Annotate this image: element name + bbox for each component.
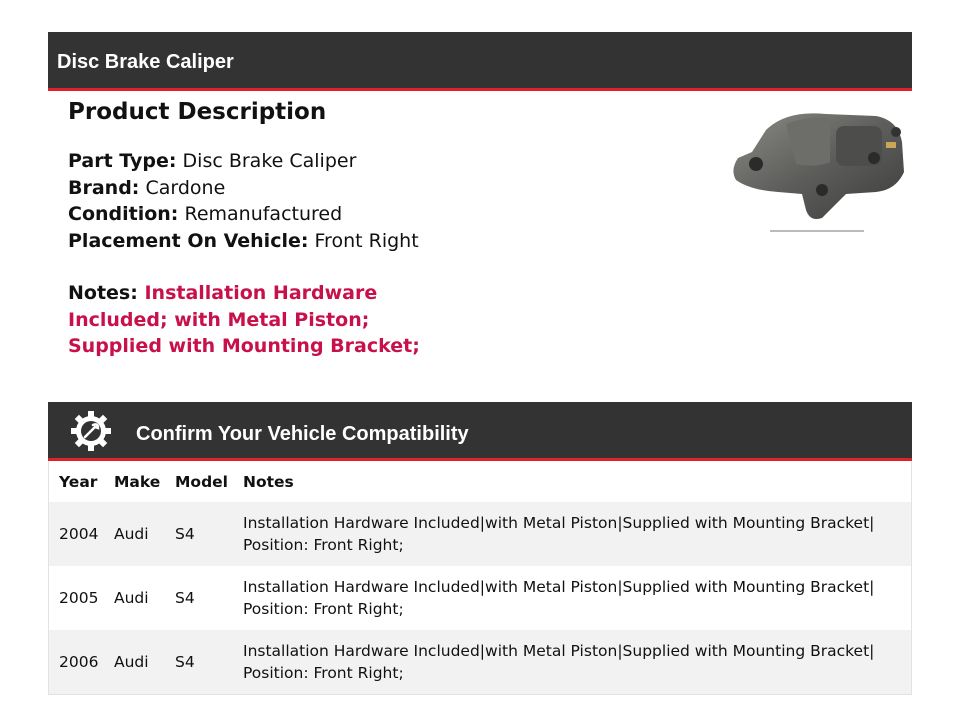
cell-make: Audi (104, 630, 165, 694)
spec-value: Front Right (314, 229, 419, 252)
cell-make: Audi (104, 502, 165, 566)
table-row (49, 566, 911, 630)
column-header-notes: Notes (243, 472, 294, 491)
cell-notes: Installation Hardware Included|with Metal Piston|Supplied with Mounting Bracket| Position: Front Right; (233, 630, 911, 694)
table-header-row (49, 461, 911, 502)
spec-key: Brand: (68, 176, 140, 199)
spec-brand (68, 175, 708, 202)
spec-placement (68, 228, 708, 255)
cell-model: S4 (165, 630, 233, 694)
spec-value: Disc Brake Caliper (182, 150, 357, 172)
spec-value: Remanufactured (184, 203, 343, 225)
notes (68, 280, 448, 360)
cell-year: 2004 (49, 502, 104, 566)
spec-part-type (68, 148, 708, 175)
table-row (49, 630, 911, 694)
column-header-year: Year (59, 472, 98, 491)
cell-notes: Installation Hardware Included|with Metal Piston|Supplied with Mounting Bracket| Position: Front Right; (233, 566, 911, 630)
cell-model: S4 (165, 502, 233, 566)
gear-wrench-icon (70, 410, 112, 452)
spec-condition (68, 201, 708, 228)
cell-year: 2006 (49, 630, 104, 694)
product-description (68, 96, 708, 360)
spec-key: Part Type: (68, 150, 177, 172)
compatibility-bar (48, 402, 912, 461)
notes-label: Notes: (68, 282, 138, 304)
cell-notes: Installation Hardware Included|with Metal Piston|Supplied with Mounting Bracket| Position: Front Right; (233, 502, 911, 566)
column-header-model: Model (175, 472, 228, 491)
cell-model: S4 (165, 566, 233, 630)
title-bar (48, 32, 912, 91)
cell-make: Audi (104, 566, 165, 630)
spec-value: Cardone (145, 176, 226, 199)
spec-key: Condition: (68, 203, 179, 225)
column-header-make: Make (114, 472, 161, 491)
description-heading: Product Description (68, 99, 327, 125)
spec-key: Placement On Vehicle: (68, 229, 309, 252)
cell-year: 2005 (49, 566, 104, 630)
compatibility-table (48, 461, 912, 695)
compatibility-title: Confirm Your Vehicle Compatibility (136, 423, 469, 445)
spec-list (68, 148, 708, 254)
notes-value: Installation Hardware Included; with Metal Piston; Supplied with Mounting Bracket; (68, 282, 420, 357)
product-title: Disc Brake Caliper (57, 51, 234, 73)
table-row (49, 502, 911, 566)
brake-caliper-image (726, 102, 916, 234)
